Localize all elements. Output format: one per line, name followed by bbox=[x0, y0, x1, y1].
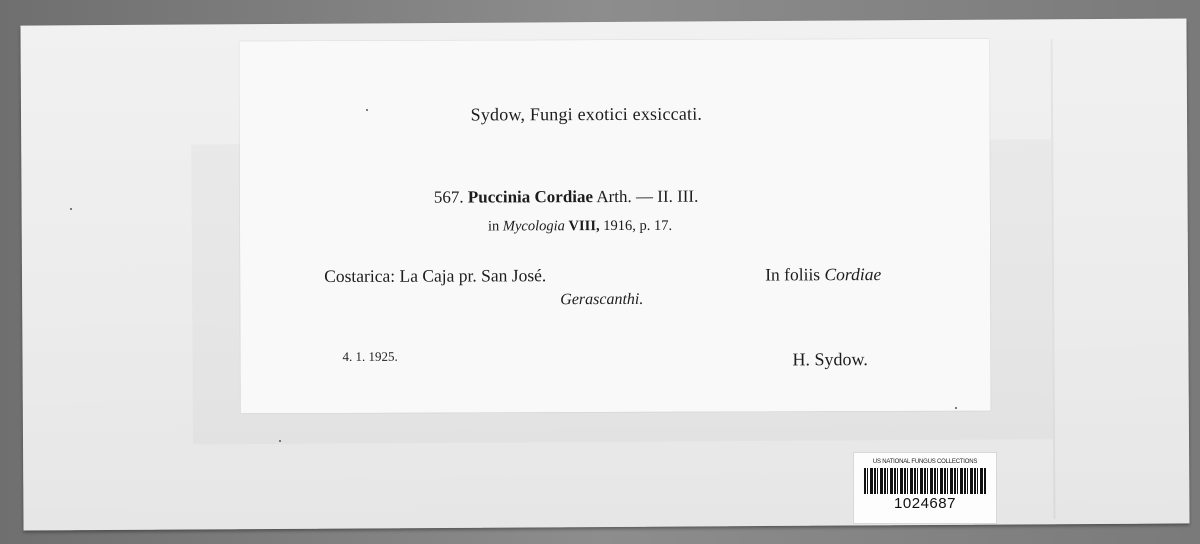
collection-date: 4. 1. 1925. bbox=[342, 348, 398, 364]
barcode-number: 1024687 bbox=[894, 495, 956, 512]
collector: H. Sydow. bbox=[792, 349, 868, 370]
barcode-icon bbox=[864, 468, 986, 494]
locality: Costarica: La Caja pr. San José. bbox=[324, 265, 547, 287]
host-genus: Cordiae bbox=[824, 264, 882, 285]
authority-stage: Arth. — II. III. bbox=[596, 186, 699, 207]
barcode-label bbox=[853, 452, 997, 524]
specimen-label bbox=[239, 39, 990, 414]
citation-rest: 1916, p. 17. bbox=[603, 217, 673, 235]
dust-speck bbox=[70, 208, 72, 210]
citation-volume: VIII, bbox=[568, 218, 600, 235]
series-title: Sydow, Fungi exotici exsiccati. bbox=[470, 103, 703, 125]
envelope-fold bbox=[1051, 39, 1056, 519]
taxon-name: Puccinia Cordiae bbox=[467, 187, 594, 207]
host-prefix: In foliis bbox=[765, 264, 821, 285]
host-epithet: Gerascanthi. bbox=[560, 290, 644, 309]
dust-speck bbox=[955, 407, 957, 409]
citation-journal: Mycologia bbox=[502, 218, 565, 235]
citation-prefix: in bbox=[487, 218, 500, 235]
taxon-line bbox=[434, 187, 698, 208]
citation-line bbox=[488, 218, 672, 236]
dust-speck bbox=[366, 109, 368, 111]
exsiccata-number: 567. bbox=[433, 187, 464, 207]
barcode-header: US NATIONAL FUNGUS COLLECTIONS bbox=[872, 459, 978, 465]
host-line bbox=[765, 264, 881, 285]
dust-speck bbox=[279, 440, 281, 442]
